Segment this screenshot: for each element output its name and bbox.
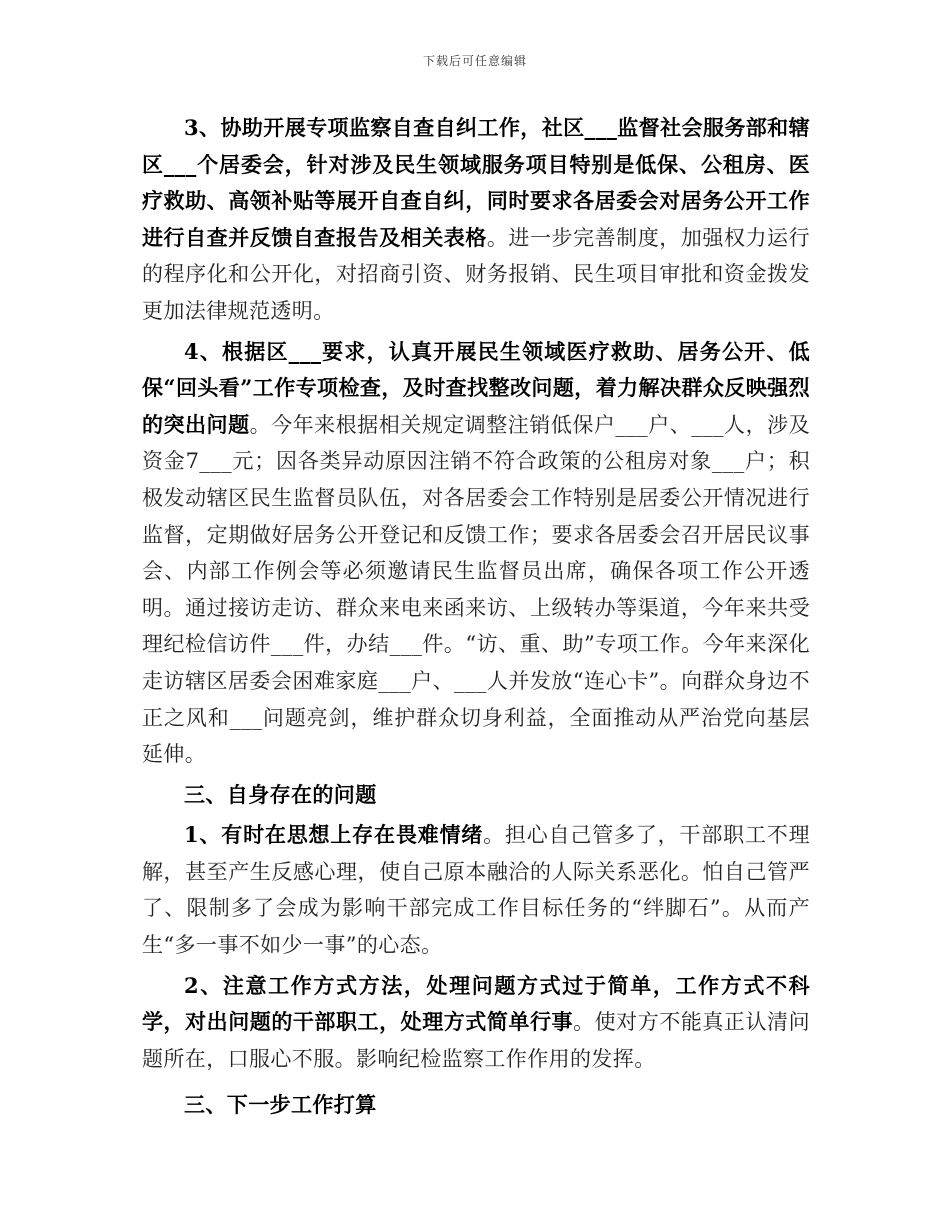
paragraph-item-3-bold: 3、协助开展专项监察自查自纠工作，社区___监督社会服务部和辖区___个居委会，针对涉及民生领域服务项目特别是低保、公租房、医疗救助、高领补贴等展开自查自纠，同时要求各居委会对居务公开工作进行自查并反馈自查报告及相关表格 bbox=[142, 115, 810, 250]
paragraph-item-4-text: 。今年来根据相关规定调整注销低保户___户、___人，涉及资金7___元；因各类异动原因注销不符合政策的公租房对象___户；积极发动辖区民生监督员队伍，对各居委会工作特别是居委公开情况进行监督，定期做好居务公开登记和反馈工作；要求各居委会召开居民议事会、内部工作例会等必须邀请民生监督员出席，确保各项工作公开透明。通过接访走访、群众来电来函来访、上级转办等渠道，今年来共受理纪检信访件___件，办结___件。“访、重、助”专项工作。今年来深化走访辖区居委会困难家庭___户、___人并发放“连心卡”。向群众身边不正之风和___问题亮剑，维护群众切身利益，全面推动从严治党向基层延伸。 bbox=[142, 412, 810, 767]
problem-item-2-text: 。使对方不能真正认清问题所在，口服心不服。影响纪检监察工作作用的发挥。 bbox=[142, 1010, 810, 1071]
problem-item-2-bold: 2、注意工作方式方法，处理问题方式过于简单，工作方式不科学，对出问题的干部职工，处理方式简单行事 bbox=[142, 972, 810, 1035]
document-body bbox=[142, 110, 810, 1124]
section-heading-problems: 三、自身存在的问题 bbox=[184, 781, 377, 807]
problem-item-1-bold: 1、有时在思想上存在畏难情绪 bbox=[184, 822, 484, 848]
section-heading-next-steps: 三、下一步工作打算 bbox=[184, 1092, 377, 1118]
paragraph-item-4 bbox=[142, 334, 810, 773]
paragraph-item-3 bbox=[142, 110, 810, 330]
problem-item-1 bbox=[142, 817, 810, 963]
page-header: 下载后可任意编辑 bbox=[422, 54, 527, 68]
problem-item-2 bbox=[142, 968, 810, 1078]
problem-item-1-text: 。担心自己管多了，干部职工不理解，甚至产生反感心理，使自己原本融洽的人际关系恶化。怕自己管严了、限制多了会成为影响干部完成工作目标任务的“绊脚石”。从而产生“多一事不如少一事”的心态。 bbox=[142, 823, 810, 958]
paragraph-item-3-text: 。进一步完善制度，加强权力运行的程序化和公开化，对招商引资、财务报销、民生项目审批和资金拨发更加法律规范透明。 bbox=[142, 225, 811, 323]
paragraph-item-4-bold: 4、根据区___要求，认真开展民生领域医疗救助、居务公开、低保“回头看”工作专项检查，及时查找整改问题，着力解决群众反映强烈的突出问题 bbox=[142, 338, 810, 437]
